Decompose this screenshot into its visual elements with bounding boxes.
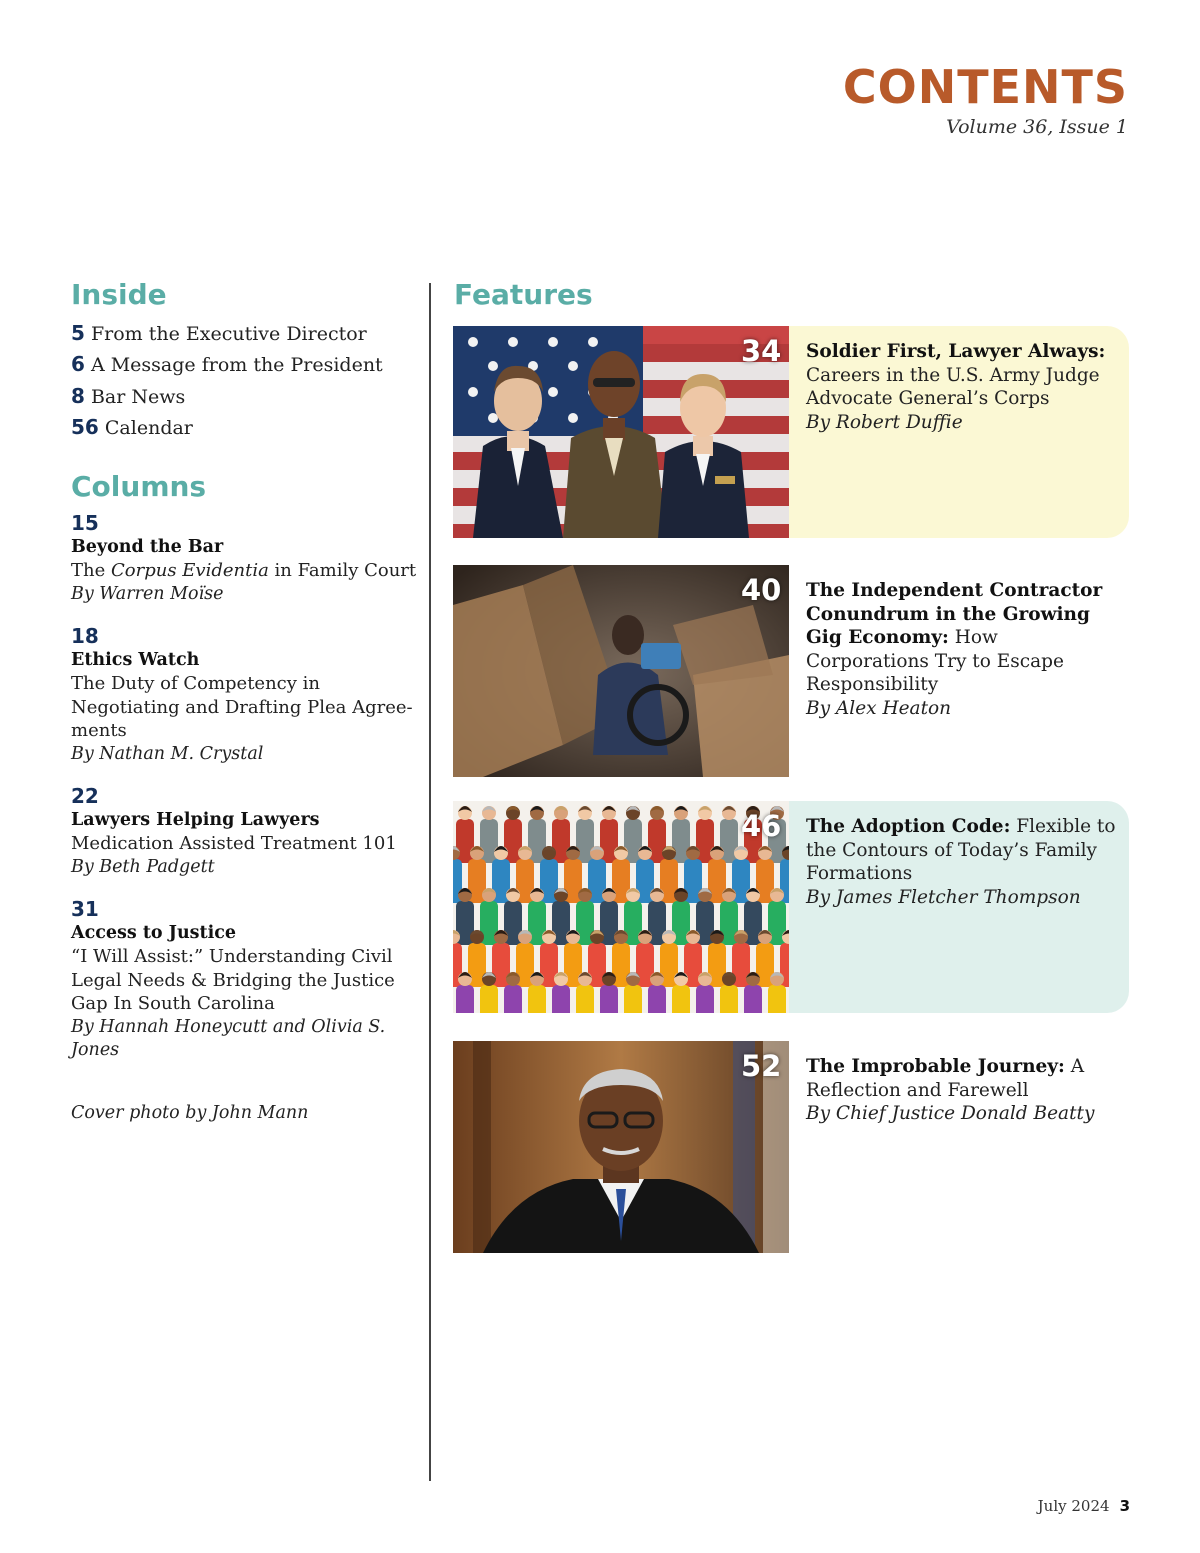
feature-photo-crowd xyxy=(453,801,789,1013)
feature-entry-soldier-first[interactable] xyxy=(453,326,1129,538)
inside-item-label: A Message from the President xyxy=(90,354,383,377)
feature-author: By Robert Duffie xyxy=(806,411,963,433)
inside-item[interactable] xyxy=(71,318,421,350)
feature-text xyxy=(806,579,1118,720)
column-name: Lawyers Helping Lawyers xyxy=(71,810,320,831)
page-number: 15 xyxy=(71,511,99,536)
column-name: Access to Justice xyxy=(71,923,237,944)
page-number: 56 xyxy=(71,415,99,440)
column-name: Beyond the Bar xyxy=(71,537,224,558)
feature-page-number: 52 xyxy=(741,1049,782,1083)
feature-subtitle: How Corporations Try to Escape Responsibility xyxy=(806,627,1064,695)
column-description: “I Will Assist:” Understanding Civil Legal Needs & Bridging the Justice Gap In South Carolina xyxy=(71,946,395,1015)
issue-date: July 2024 xyxy=(1037,1497,1110,1515)
column-entry-access-to-justice[interactable] xyxy=(71,897,421,1063)
inside-item[interactable] xyxy=(71,349,421,381)
column-entry-lawyers-helping-lawyers[interactable] xyxy=(71,784,421,879)
column-description: The Corpus Evidentia in Family Court xyxy=(71,560,417,582)
volume-issue: Volume 36, Issue 1 xyxy=(946,116,1128,138)
page-number: 22 xyxy=(71,784,99,809)
features-heading: Features xyxy=(454,278,593,311)
inside-item-label: Bar News xyxy=(90,385,186,408)
column-name: Ethics Watch xyxy=(71,650,200,671)
feature-text xyxy=(806,815,1118,909)
feature-page-number: 46 xyxy=(741,809,782,843)
column-entry-beyond-the-bar[interactable] xyxy=(71,511,421,606)
feature-photo-delivery xyxy=(453,565,789,777)
page-number: 18 xyxy=(71,624,99,649)
inside-item-label: From the Executive Director xyxy=(90,322,367,345)
feature-title: The Improbable Journey: xyxy=(806,1056,1065,1077)
page-title: CONTENTS xyxy=(842,60,1128,114)
column-description: Medication Assisted Treatment 101 xyxy=(71,833,397,855)
feature-subtitle: Careers in the U.S. Army Judge Advocate General’s Corps xyxy=(806,364,1100,409)
feature-text xyxy=(806,340,1118,434)
column-description: The Duty of Competency in Negotiating and Drafting Plea Agree-ments xyxy=(71,673,413,742)
columns-heading: Columns xyxy=(71,469,207,503)
feature-title: The Independent Contractor Conundrum in the Growing Gig Economy: xyxy=(806,580,1103,648)
feature-subtitle: A Reflection and Farewell xyxy=(806,1056,1085,1101)
feature-entry-independent-contractor[interactable] xyxy=(453,565,1129,777)
feature-page-number: 34 xyxy=(741,334,782,368)
feature-entry-improbable-journey[interactable] xyxy=(453,1041,1129,1253)
page-number: 6 xyxy=(71,352,85,377)
inside-list xyxy=(71,318,421,444)
column-entry-ethics-watch[interactable] xyxy=(71,624,421,766)
inside-heading: Inside xyxy=(71,278,167,311)
page-number: 31 xyxy=(71,897,99,922)
page-number: 5 xyxy=(71,320,85,345)
feature-subtitle: Flexible to the Contours of Today’s Family Formations xyxy=(806,816,1116,884)
inside-item[interactable] xyxy=(71,381,421,413)
cover-photo-credit: Cover photo by John Mann xyxy=(71,1102,309,1123)
feature-photo-justice xyxy=(453,1041,789,1253)
inside-item[interactable] xyxy=(71,412,421,444)
folio-page-number: 3 xyxy=(1119,1497,1130,1515)
feature-title: The Adoption Code: xyxy=(806,816,1011,837)
feature-entry-adoption-code[interactable] xyxy=(453,801,1129,1013)
column-author: By Warren Moïse xyxy=(71,583,224,604)
column-divider xyxy=(429,283,431,1481)
feature-author: By James Fletcher Thompson xyxy=(806,886,1081,908)
crowd-illustration-icon xyxy=(453,801,789,1013)
left-column xyxy=(71,278,421,1123)
feature-page-number: 40 xyxy=(741,573,782,607)
inside-item-label: Calendar xyxy=(104,417,193,440)
feature-title: Soldier First, Lawyer Always: xyxy=(806,341,1106,362)
feature-text xyxy=(806,1055,1118,1126)
feature-author: By Alex Heaton xyxy=(806,697,952,719)
page-footer xyxy=(1038,1497,1130,1515)
feature-photo-soldiers xyxy=(453,326,789,538)
delivery-driver-photo-icon xyxy=(453,565,789,777)
soldiers-flag-photo-icon xyxy=(453,326,789,538)
column-author: By Beth Padgett xyxy=(71,856,215,877)
page-number: 8 xyxy=(71,383,85,408)
justice-portrait-photo-icon xyxy=(453,1041,789,1253)
column-author: By Nathan M. Crystal xyxy=(71,743,264,764)
feature-author: By Chief Justice Donald Beatty xyxy=(806,1103,1095,1124)
column-author: By Hannah Honeycutt and Olivia S. Jones xyxy=(71,1016,386,1061)
